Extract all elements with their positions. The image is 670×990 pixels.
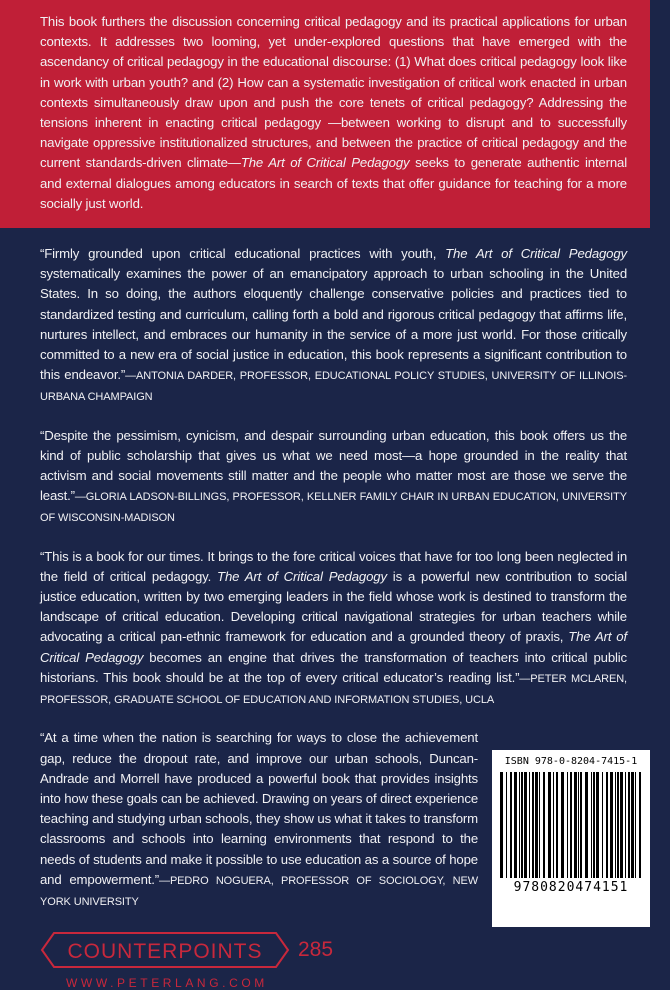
barcode-bar [529, 772, 530, 878]
barcode-bar [553, 772, 554, 878]
quote-text: is a powerful new contribution to social justice education, written by two emerging leaders in the field whose work is destined to transform the landscape of critical education. Developing critical navigational strategies for urban teachers while advocating a critical pan-ethnic framework for education and a grounded theory of praxis, [40, 568, 627, 645]
quote-text: “At a time when the nation is searching for ways to close the achievement gap, reduce the dropout rate, and improve our urban schools, Duncan-Andrade and Morrell have produced a powerful book that provides insights into how these goals can be achieved. Drawing on years of direct experience teaching and studying urban schools, they show us what it takes to transform classrooms and schools into learning environments that respond to the needs of students and make it possible to use education as a source of hope and empowerment.” [40, 730, 478, 887]
barcode-bar [610, 772, 613, 878]
quote-attribution: —GLORIA LADSON-BILLINGS, PROFESSOR, KELLNER FAMILY CHAIR IN URBAN EDUCATION, UNIVERSITY OF WISCONSIN-MADISON [40, 491, 627, 525]
barcode-bar [570, 772, 572, 878]
barcode-bar [631, 772, 634, 878]
barcode-bar [514, 772, 517, 878]
series-number: 285 [298, 938, 334, 962]
barcode-bar [596, 772, 599, 878]
barcode-bar [548, 772, 551, 878]
barcode-bar [543, 772, 545, 878]
endorsement-ladson-billings [40, 426, 627, 529]
counterpoints-logo-icon [40, 930, 290, 970]
series-logo-text: COUNTERPOINTS [67, 940, 263, 964]
barcode-bar [561, 772, 564, 878]
endorsements [40, 244, 638, 990]
barcode-bar [574, 772, 577, 878]
quote-book-title: The Art of Critical Pedagogy [40, 629, 627, 665]
barcode-bar [628, 772, 630, 878]
description-book-title: The Art of Critical Pedagogy [240, 155, 410, 171]
barcode-bar [602, 772, 603, 878]
barcode-icon [498, 772, 644, 878]
quote-attribution: —PEDRO NOGUERA, PROFESSOR OF SOCIOLOGY, NEW YORK UNIVERSITY [40, 874, 479, 908]
book-description [40, 12, 627, 214]
quote-text: “This is a book for our times. It brings to the fore critical voices that have for too long been neglected in the field of critical pedagogy. [40, 548, 627, 584]
quote-attribution: —ANTONIA DARDER, PROFESSOR, EDUCATIONAL POLICY STUDIES, UNIVERSITY OF ILLINOIS-URBANA CHAMPAIGN [40, 370, 627, 404]
series-row [40, 930, 627, 970]
barcode-bar [625, 772, 626, 878]
quote-book-title: The Art of Critical Pedagogy [217, 568, 387, 584]
isbn-label: ISBN 978-0-8204-7415-1 [504, 756, 638, 768]
barcode-bar [591, 772, 592, 878]
barcode-bar [580, 772, 582, 878]
barcode-bar [556, 772, 558, 878]
barcode-bar [606, 772, 608, 878]
quote-text: “Despite the pessimism, cynicism, and despair surrounding urban education, this book offers us the kind of public scholarship that gives us what we need most—a hope grounded in the reality that activism and social movements still matter and the people who matter most are those we serve the least.” [40, 427, 627, 504]
barcode-bar [593, 772, 595, 878]
barcode-bar [635, 772, 636, 878]
barcode-bar [510, 772, 512, 878]
barcode-bar [524, 772, 527, 878]
barcode-bar [567, 772, 568, 878]
description-text-end: seeks to generate authentic internal and external dialogues among educators in search of texts that offer guidance for teaching for a more socially just world. [40, 155, 628, 211]
barcode-bar [585, 772, 588, 878]
endorsement-mclaren [40, 547, 627, 711]
quote-book-title: The Art of Critical Pedagogy [445, 246, 627, 262]
barcode-bar [539, 772, 540, 878]
quote-text: systematically examines the power of an emancipatory approach to urban schooling in the United States. In so doing, the authors eloquently challenge conservative policies and practices tied to standardized testing and curriculum, calling forth a bold and rigorous critical pedagogy that affirms life, nurtures intellect, and embraces our humanity in the service of a more just world. For those critically committed to a new era of social justice in education, this book represents a significant contribution to this endeavor.” [40, 266, 627, 383]
quote-attribution: —PETER MCLAREN, PROFESSOR, GRADUATE SCHOOL OF EDUCATION AND INFORMATION STUDIES, UCLA [40, 672, 628, 707]
barcode-bar [535, 772, 538, 878]
endorsement-darder [40, 244, 627, 408]
barcode-bar [519, 772, 520, 878]
barcode-bar [532, 772, 534, 878]
barcode-bar [578, 772, 579, 878]
barcode-bar [521, 772, 523, 878]
barcode-bar [639, 772, 641, 878]
description-text: This book furthers the discussion concerning critical pedagogy and its practical applications for urban contexts. It addresses two looming, yet under-explored questions that have emerged with the ascendancy of critical pedagogy in the educational discourse: (1) What does critical pedagogy look like in work with urban youth? and (2) How can a systematic investigation of critical work enacted in urban contexts simultaneously draw upon and push the core tenets of critical pedagogy? Addressing the tensions inherent in enacting critical pedagogy —between working to disrupt and to successfully navigate oppressive institutionalized structures, and between the practice of critical pedagogy and the current standards-driven climate— [40, 14, 627, 171]
barcode-number: 9780820474151 [513, 880, 629, 896]
barcode-bar [506, 772, 507, 878]
barcode-bar [617, 772, 619, 878]
barcode-bar [615, 772, 616, 878]
publisher-website: WWW.PETERLANG.COM [66, 976, 268, 990]
quote-text: “Firmly grounded upon critical educational practices with youth, [40, 246, 446, 262]
barcode-bar [620, 772, 623, 878]
isbn-barcode [492, 750, 650, 927]
quote-text: becomes an engine that drives the transformation of teachers into critical public historians. This book should be at the top of every critical educator’s reading list.” [40, 649, 628, 685]
description-panel [0, 0, 650, 228]
barcode-bar [500, 772, 503, 878]
